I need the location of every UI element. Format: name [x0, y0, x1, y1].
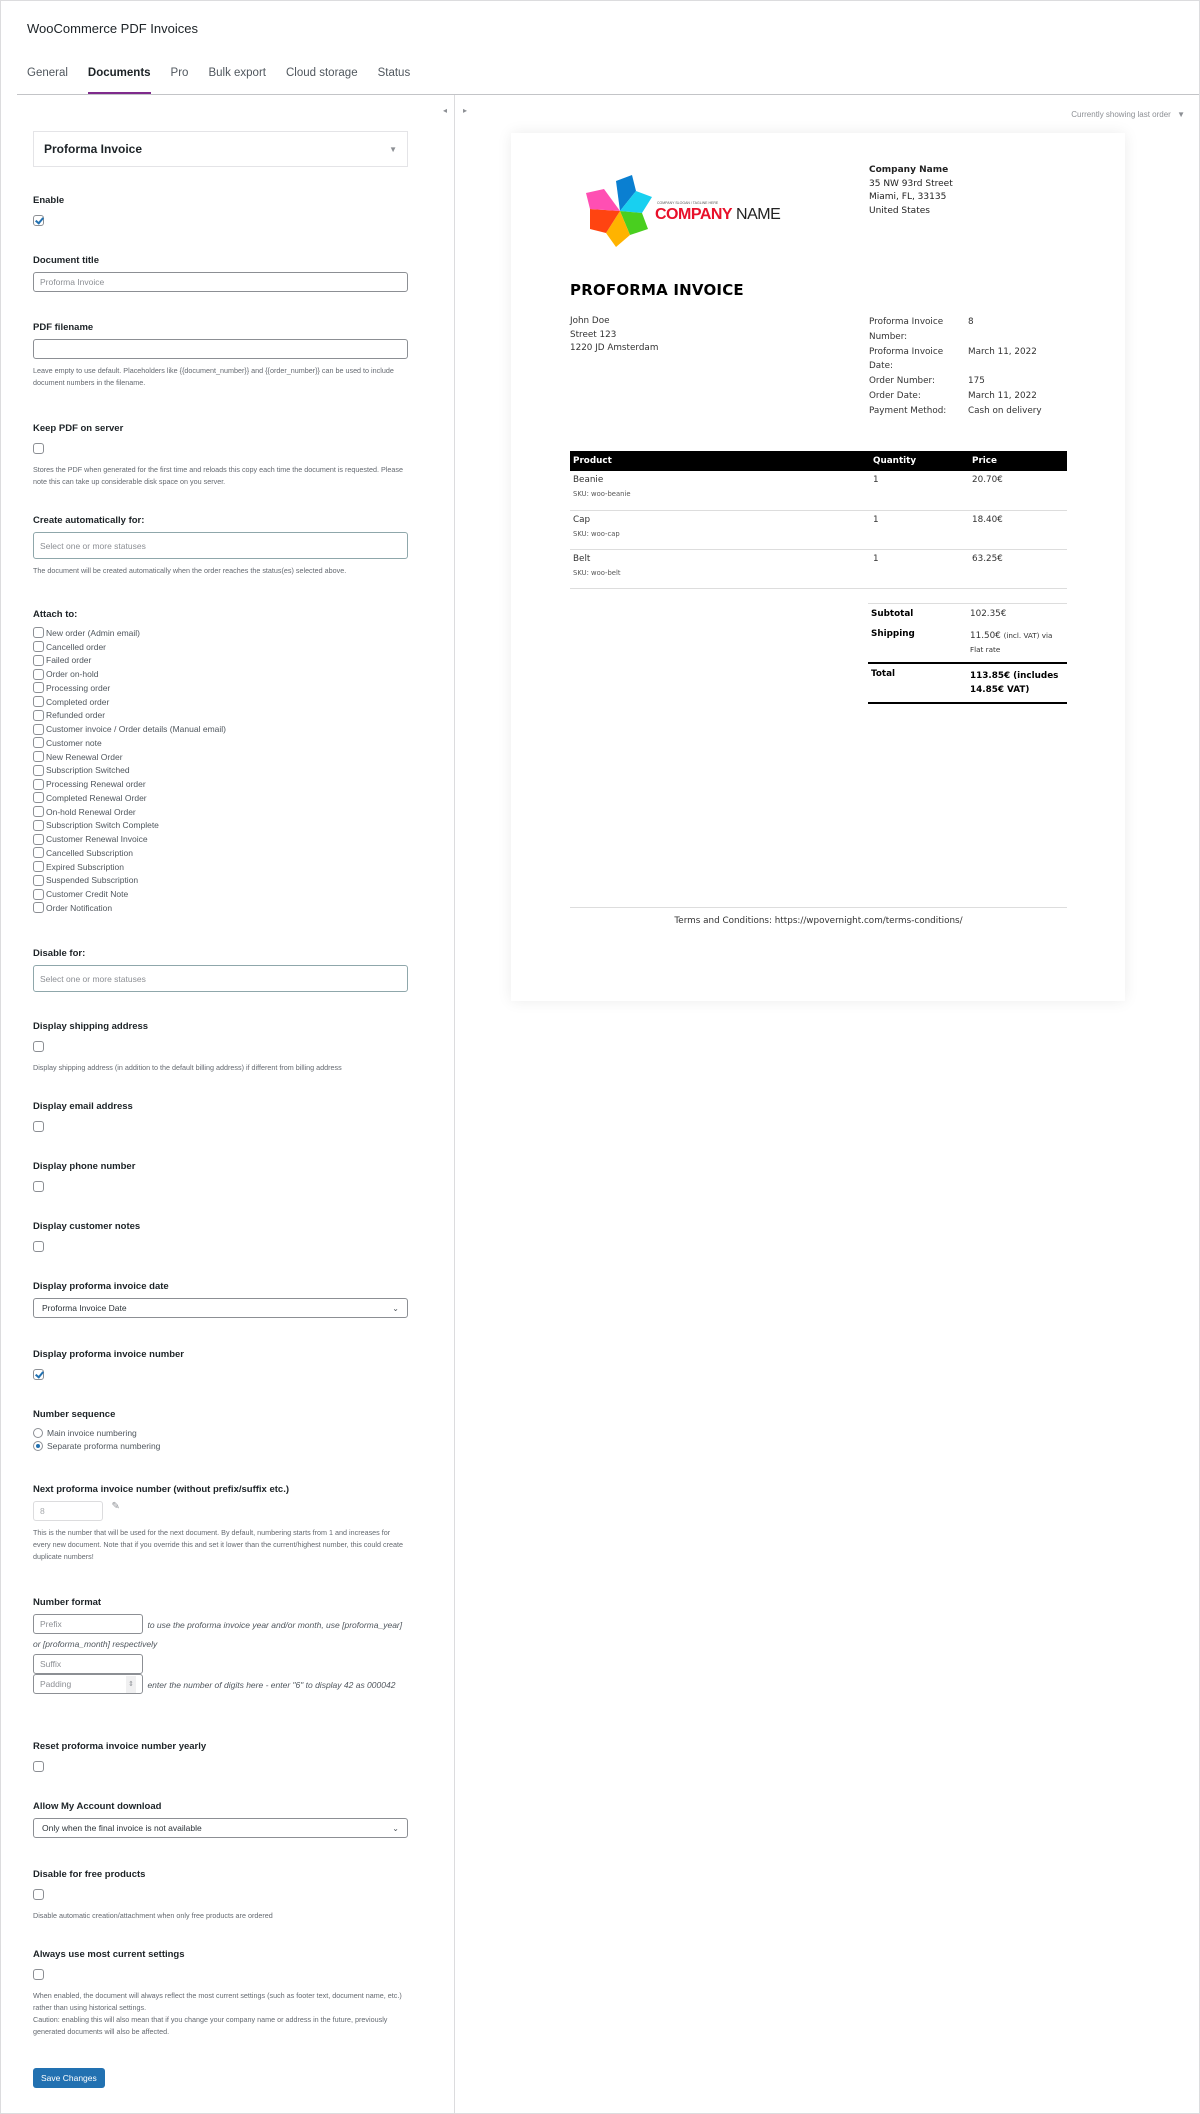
meta-key: Proforma Invoice Number: — [869, 317, 944, 342]
attach-checkbox[interactable] — [33, 779, 44, 790]
attach-checkbox[interactable] — [33, 806, 44, 817]
attach-option[interactable] — [33, 667, 408, 681]
shop-address-line: Miami, FL, 33135 — [869, 192, 947, 202]
attach-option-label: Expired Subscription — [46, 861, 124, 872]
create-automatically-description: The document will be created automatically when the order reaches the status(es) selected above. — [33, 566, 347, 575]
attach-option-label: Customer Renewal Invoice — [46, 834, 148, 845]
settings-tabs — [17, 61, 1199, 95]
prefix-input[interactable]: Prefix — [33, 1614, 143, 1634]
radio-button[interactable] — [33, 1428, 43, 1438]
field-display-shipping — [33, 1021, 408, 1074]
reset-yearly-checkbox[interactable] — [33, 1761, 44, 1772]
shipping-amount: 11.50€ — [970, 631, 1001, 641]
pinwheel-logo-icon — [585, 171, 655, 251]
logo-word-name: NAME — [736, 206, 781, 223]
attach-option[interactable] — [33, 640, 408, 654]
attach-checkbox[interactable] — [33, 655, 44, 666]
collapse-left-icon[interactable]: ◂ — [443, 106, 448, 115]
field-document-title — [33, 255, 408, 292]
expand-right-icon[interactable]: ▸ — [463, 106, 468, 115]
product-qty: 1 — [870, 471, 969, 510]
attach-option-label: Completed order — [46, 696, 110, 707]
disable-free-checkbox[interactable] — [33, 1889, 44, 1900]
attach-option[interactable] — [33, 764, 408, 778]
disable-free-description: Disable automatic creation/attachment when only free products are ordered — [33, 1911, 273, 1920]
product-sku: SKU: woo-belt — [573, 568, 621, 577]
product-name: Cap — [573, 514, 591, 525]
attach-checkbox[interactable] — [33, 889, 44, 900]
display-phone-checkbox[interactable] — [33, 1181, 44, 1192]
my-account-select[interactable] — [33, 1818, 408, 1838]
attach-option-label: Customer invoice / Order details (Manual email) — [46, 724, 226, 735]
column-header-product: Product — [570, 451, 870, 471]
keep-pdf-label: Keep PDF on server — [33, 423, 124, 434]
meta-value: Cash on delivery — [968, 405, 1042, 416]
tab-pro[interactable]: Pro — [170, 67, 189, 79]
next-number-description: This is the number that will be used for the next document. By default, numbering starts from 1 and increases for every new document. Note that if you override this and set it lower than the current/highest number, this could create duplicate numbers! — [33, 1528, 403, 1561]
attach-checkbox[interactable] — [33, 765, 44, 776]
totals-value: 102.35€ — [967, 604, 1067, 625]
product-sku: SKU: woo-cap — [573, 529, 620, 538]
radio-main-numbering[interactable] — [33, 1426, 408, 1439]
attach-checkbox[interactable] — [33, 792, 44, 803]
attach-option-label: Order on-hold — [46, 669, 99, 680]
save-changes-button[interactable]: Save Changes — [33, 2068, 105, 2088]
totals-label: Subtotal — [868, 604, 967, 625]
invoice-preview — [511, 133, 1125, 1001]
tab-documents[interactable]: Documents — [88, 61, 151, 94]
attach-option[interactable] — [33, 777, 408, 791]
field-attach-to — [33, 609, 408, 915]
pencil-icon[interactable]: ✎ — [111, 1501, 120, 1512]
keep-pdf-checkbox[interactable] — [33, 443, 44, 454]
table-row — [570, 510, 1067, 549]
table-row — [570, 549, 1067, 588]
table-row — [570, 471, 1067, 510]
attach-option[interactable] — [33, 750, 408, 764]
attach-option-label: Processing order — [46, 682, 111, 693]
shop-address-line: United States — [869, 205, 930, 216]
attach-option[interactable] — [33, 681, 408, 695]
attach-option[interactable] — [33, 695, 408, 709]
attach-option[interactable] — [33, 832, 408, 846]
display-email-checkbox[interactable] — [33, 1121, 44, 1132]
disable-free-label: Disable for free products — [33, 1869, 146, 1880]
padding-placeholder: Padding — [40, 1678, 72, 1689]
keep-pdf-description: Stores the PDF when generated for the first time and reloads this copy each time the document is requested. Please note this can take up considerable disk space on you server. — [33, 465, 403, 486]
field-create-automatically — [33, 515, 408, 577]
product-price: 18.40€ — [969, 510, 1067, 549]
field-disable-free — [33, 1869, 408, 1922]
reset-yearly-label: Reset proforma invoice number yearly — [33, 1741, 207, 1752]
shop-name: Company Name — [869, 165, 949, 175]
display-shipping-description: Display shipping address (in addition to the default billing address) if different from billing address — [33, 1063, 342, 1072]
document-type-selector[interactable] — [33, 131, 408, 167]
attach-option[interactable] — [33, 805, 408, 819]
logo-wordmark — [655, 206, 780, 224]
tab-bulk-export[interactable]: Bulk export — [208, 67, 266, 79]
document-type-label: Proforma Invoice — [44, 142, 143, 156]
field-my-account — [33, 1801, 408, 1838]
column-header-quantity: Quantity — [870, 451, 969, 471]
display-date-label: Display proforma invoice date — [33, 1281, 169, 1292]
field-display-date — [33, 1281, 408, 1318]
current-settings-caution: Caution: enabling this will also mean that if you change your company name or address in the future, previously generated documents will also be affected. — [33, 2015, 388, 2036]
attach-option-label: Customer note — [46, 737, 102, 748]
dropdown-arrow-icon: ▼ — [1177, 110, 1185, 119]
create-automatically-label: Create automatically for: — [33, 515, 145, 526]
attach-option[interactable] — [33, 791, 408, 805]
logo-word-company: COMPANY — [655, 206, 733, 223]
attach-checkbox[interactable] — [33, 861, 44, 872]
field-next-number — [33, 1484, 408, 1563]
billing-line: John Doe — [570, 316, 610, 326]
attach-checkbox[interactable] — [33, 820, 44, 831]
attach-checkbox[interactable] — [33, 627, 44, 638]
tab-status[interactable]: Status — [377, 67, 411, 79]
current-settings-label: Always use most current settings — [33, 1949, 185, 1960]
footer-terms: Terms and Conditions: https://wpovernight.com/terms-conditions/ — [674, 916, 963, 926]
totals-label: Total — [868, 663, 967, 703]
radio-separate-numbering[interactable] — [33, 1439, 408, 1452]
settings-form — [33, 131, 408, 2036]
document-title-input[interactable]: Proforma Invoice — [33, 272, 408, 292]
attach-option[interactable] — [33, 626, 408, 640]
document-title: PROFORMA INVOICE — [570, 281, 744, 299]
totals-row-shipping — [868, 624, 1067, 663]
meta-key: Proforma Invoice Date: — [869, 346, 944, 372]
attach-option[interactable] — [33, 874, 408, 888]
display-number-checkbox[interactable] — [33, 1369, 44, 1380]
field-pdf-filename — [33, 322, 408, 389]
totals-value: 113.85€ (includes 14.85€ VAT) — [967, 663, 1067, 703]
order-items-table — [570, 451, 1067, 589]
shop-address-line: 35 NW 93rd Street — [869, 178, 953, 189]
field-display-notes — [33, 1221, 408, 1256]
preview-order-label: Currently showing last order — [1071, 110, 1171, 119]
attach-option[interactable] — [33, 709, 408, 723]
attach-option[interactable] — [33, 860, 408, 874]
shipping-note: (incl. VAT) via Flat rate — [970, 631, 1053, 654]
number-format-label: Number format — [33, 1597, 102, 1608]
company-logo — [585, 171, 795, 251]
enable-label: Enable — [33, 195, 65, 206]
attach-checkbox[interactable] — [33, 682, 44, 693]
totals-row-subtotal — [868, 604, 1067, 625]
product-qty: 1 — [870, 549, 969, 588]
app-title: WooCommerce PDF Invoices — [27, 21, 198, 36]
field-enable — [33, 195, 408, 230]
field-current-settings — [33, 1949, 408, 2038]
attach-checkbox[interactable] — [33, 875, 44, 886]
display-phone-label: Display phone number — [33, 1161, 136, 1172]
pdf-filename-input[interactable] — [33, 339, 408, 359]
product-sku: SKU: woo-beanie — [573, 490, 631, 498]
order-meta — [869, 315, 1069, 419]
attach-option-label: Processing Renewal order — [46, 779, 146, 790]
padding-hint: enter the number of digits here - enter "6" to display 42 as 000042 — [147, 1680, 396, 1691]
display-notes-checkbox[interactable] — [33, 1241, 44, 1252]
field-display-number — [33, 1349, 408, 1384]
product-name: Belt — [573, 553, 591, 564]
billing-line: Street 123 — [570, 329, 617, 340]
meta-value: March 11, 2022 — [968, 346, 1037, 357]
shop-address — [869, 164, 953, 218]
attach-option[interactable] — [33, 736, 408, 750]
field-display-email — [33, 1101, 408, 1136]
attach-option[interactable] — [33, 722, 408, 736]
document-title-label: Document title — [33, 255, 99, 266]
meta-key: Payment Method: — [869, 405, 947, 416]
attach-option-label: Refunded order — [46, 710, 106, 721]
attach-option-label: Order Notification — [46, 902, 113, 913]
prefix-hint: to use the proforma invoice year and/or month, use [proforma_year] or [proforma_month] respectively — [33, 1620, 403, 1650]
attach-option[interactable] — [33, 887, 408, 901]
meta-key: Order Date: — [869, 390, 921, 401]
attach-checkbox[interactable] — [33, 669, 44, 680]
enable-checkbox[interactable] — [33, 215, 44, 226]
attach-checkbox[interactable] — [33, 847, 44, 858]
meta-value: 175 — [968, 376, 985, 387]
panel-divider[interactable] — [454, 95, 455, 2113]
attach-option-label: New Renewal Order — [46, 751, 123, 762]
order-totals — [868, 603, 1067, 704]
chevron-down-icon: ⌄ — [392, 1303, 399, 1313]
radio-label: Main invoice numbering — [47, 1427, 137, 1438]
disable-for-label: Disable for: — [33, 948, 86, 959]
attach-checkbox[interactable] — [33, 696, 44, 707]
attach-to-list — [33, 626, 408, 915]
attach-checkbox[interactable] — [33, 751, 44, 762]
totals-label: Shipping — [871, 629, 915, 639]
field-reset-yearly — [33, 1741, 408, 1776]
radio-button[interactable] — [33, 1441, 43, 1451]
display-date-value: Proforma Invoice Date — [42, 1303, 127, 1313]
padding-input[interactable] — [33, 1674, 143, 1694]
current-settings-checkbox[interactable] — [33, 1969, 44, 1980]
field-number-sequence — [33, 1409, 408, 1452]
attach-checkbox[interactable] — [33, 902, 44, 913]
next-number-input[interactable]: 8 — [33, 1501, 103, 1521]
spinner-icon[interactable]: ⇕ — [126, 1676, 136, 1693]
attach-option-label: Cancelled order — [46, 641, 107, 652]
attach-option-label: Customer Credit Note — [46, 889, 129, 900]
attach-option-label: Subscription Switch Complete — [46, 820, 159, 831]
attach-option-label: Subscription Switched — [46, 765, 130, 776]
current-settings-description: When enabled, the document will always reflect the most current settings (such as footer text, document name, etc.) rather than using historical settings. — [33, 1991, 402, 2012]
pdf-filename-description: Leave empty to use default. Placeholders like {{document_number}} and {{order_number}} can be used to include document numbers in the filename. — [33, 366, 394, 387]
my-account-label: Allow My Account download — [33, 1801, 162, 1812]
field-number-format — [33, 1597, 408, 1694]
attach-option-label: New order (Admin email) — [46, 627, 140, 638]
product-qty: 1 — [870, 510, 969, 549]
logo-slogan: COMPANY SLOGAN / TAGLINE HERE — [657, 201, 719, 205]
attach-to-label: Attach to: — [33, 609, 78, 620]
product-price: 63.25€ — [969, 549, 1067, 588]
totals-row-total — [868, 663, 1067, 703]
pdf-filename-label: PDF filename — [33, 322, 94, 333]
radio-label: Separate proforma numbering — [47, 1440, 161, 1451]
number-sequence-label: Number sequence — [33, 1409, 116, 1420]
display-shipping-label: Display shipping address — [33, 1021, 149, 1032]
attach-option-label: Failed order — [46, 655, 92, 666]
attach-option-label: Completed Renewal Order — [46, 792, 147, 803]
field-display-phone — [33, 1161, 408, 1196]
meta-value: 8 — [968, 317, 974, 327]
column-header-price: Price — [969, 451, 1067, 471]
tab-general[interactable]: General — [27, 67, 68, 79]
footer-divider — [570, 907, 1067, 908]
billing-address — [570, 315, 658, 356]
next-number-label: Next proforma invoice number (without prefix/suffix etc.) — [33, 1484, 290, 1495]
attach-checkbox[interactable] — [33, 737, 44, 748]
display-number-label: Display proforma invoice number — [33, 1349, 184, 1360]
create-automatically-select[interactable]: Select one or more statuses — [33, 532, 408, 559]
attach-checkbox[interactable] — [33, 834, 44, 845]
attach-option[interactable] — [33, 654, 408, 668]
disable-for-select[interactable]: Select one or more statuses — [33, 965, 408, 992]
display-shipping-checkbox[interactable] — [33, 1041, 44, 1052]
meta-value: March 11, 2022 — [968, 390, 1037, 401]
field-keep-pdf — [33, 423, 408, 488]
attach-option-label: Suspended Subscription — [46, 875, 139, 886]
attach-option[interactable] — [33, 846, 408, 860]
product-price: 20.70€ — [969, 471, 1067, 510]
attach-option[interactable] — [33, 819, 408, 833]
display-date-select[interactable] — [33, 1298, 408, 1318]
attach-checkbox[interactable] — [33, 710, 44, 721]
attach-option-label: On-hold Renewal Order — [46, 806, 136, 817]
dropdown-arrow-icon: ▼ — [389, 144, 397, 154]
meta-key: Order Number: — [869, 376, 935, 387]
preview-order-selector[interactable] — [1071, 110, 1185, 119]
field-disable-for — [33, 948, 408, 992]
attach-option-label: Cancelled Subscription — [46, 847, 133, 858]
display-notes-label: Display customer notes — [33, 1221, 141, 1232]
billing-line: 1220 JD Amsterdam — [570, 343, 659, 353]
attach-checkbox[interactable] — [33, 641, 44, 652]
tab-cloud-storage[interactable]: Cloud storage — [285, 67, 358, 79]
display-email-label: Display email address — [33, 1101, 133, 1112]
my-account-value: Only when the final invoice is not available — [42, 1823, 202, 1833]
chevron-down-icon: ⌄ — [392, 1823, 399, 1833]
attach-option[interactable] — [33, 901, 408, 915]
suffix-input[interactable]: Suffix — [33, 1654, 143, 1674]
product-name: Beanie — [573, 475, 604, 485]
totals-value — [967, 624, 1067, 663]
attach-checkbox[interactable] — [33, 724, 44, 735]
